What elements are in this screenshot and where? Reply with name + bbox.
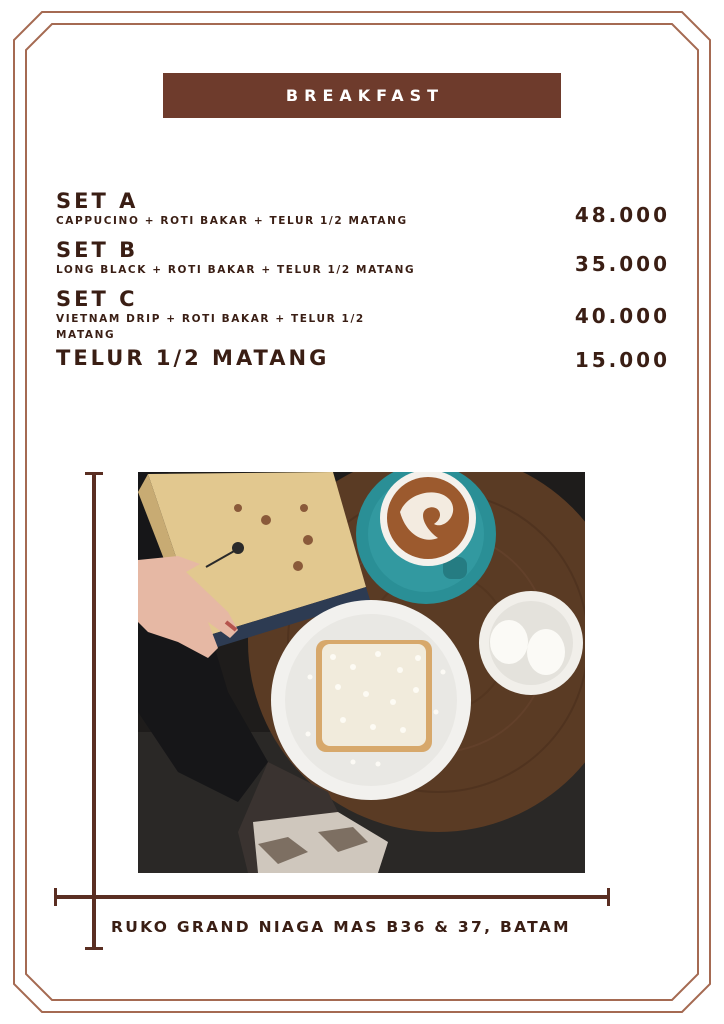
item-description: LONG BLACK + ROTI BAKAR + TELUR 1/2 MATANG [56, 264, 416, 276]
item-description: CAPPUCINO + ROTI BAKAR + TELUR 1/2 MATANG [56, 215, 408, 227]
horizontal-rule-cap-left [54, 888, 57, 906]
vertical-rule [92, 472, 96, 950]
item-description: VIETNAM DRIP + ROTI BAKAR + TELUR 1/2 MATANG [56, 313, 365, 341]
menu-item-set-a [56, 189, 476, 229]
menu-item-set-b [56, 238, 476, 278]
horizontal-rule-cap-right [607, 888, 610, 906]
item-price: 35.000 [574, 252, 670, 276]
vertical-rule-cap-top [85, 472, 103, 475]
item-name: SET B [56, 238, 139, 262]
menu-title-banner [163, 73, 561, 118]
address-text: RUKO GRAND NIAGA MAS B36 & 37, BATAM [111, 918, 571, 936]
item-name: SET A [56, 189, 139, 213]
item-price: 15.000 [574, 348, 670, 372]
item-name: SET C [56, 287, 138, 311]
vertical-rule-cap-bottom [85, 947, 103, 950]
item-price: 40.000 [574, 304, 670, 328]
breakfast-photo [138, 472, 585, 873]
horizontal-rule [54, 895, 610, 899]
item-price: 48.000 [574, 203, 670, 227]
menu-item-telur [56, 346, 329, 370]
item-name: TELUR 1/2 MATANG [56, 346, 330, 370]
menu-item-set-c [56, 287, 386, 343]
menu-title: BREAKFAST [285, 86, 445, 105]
